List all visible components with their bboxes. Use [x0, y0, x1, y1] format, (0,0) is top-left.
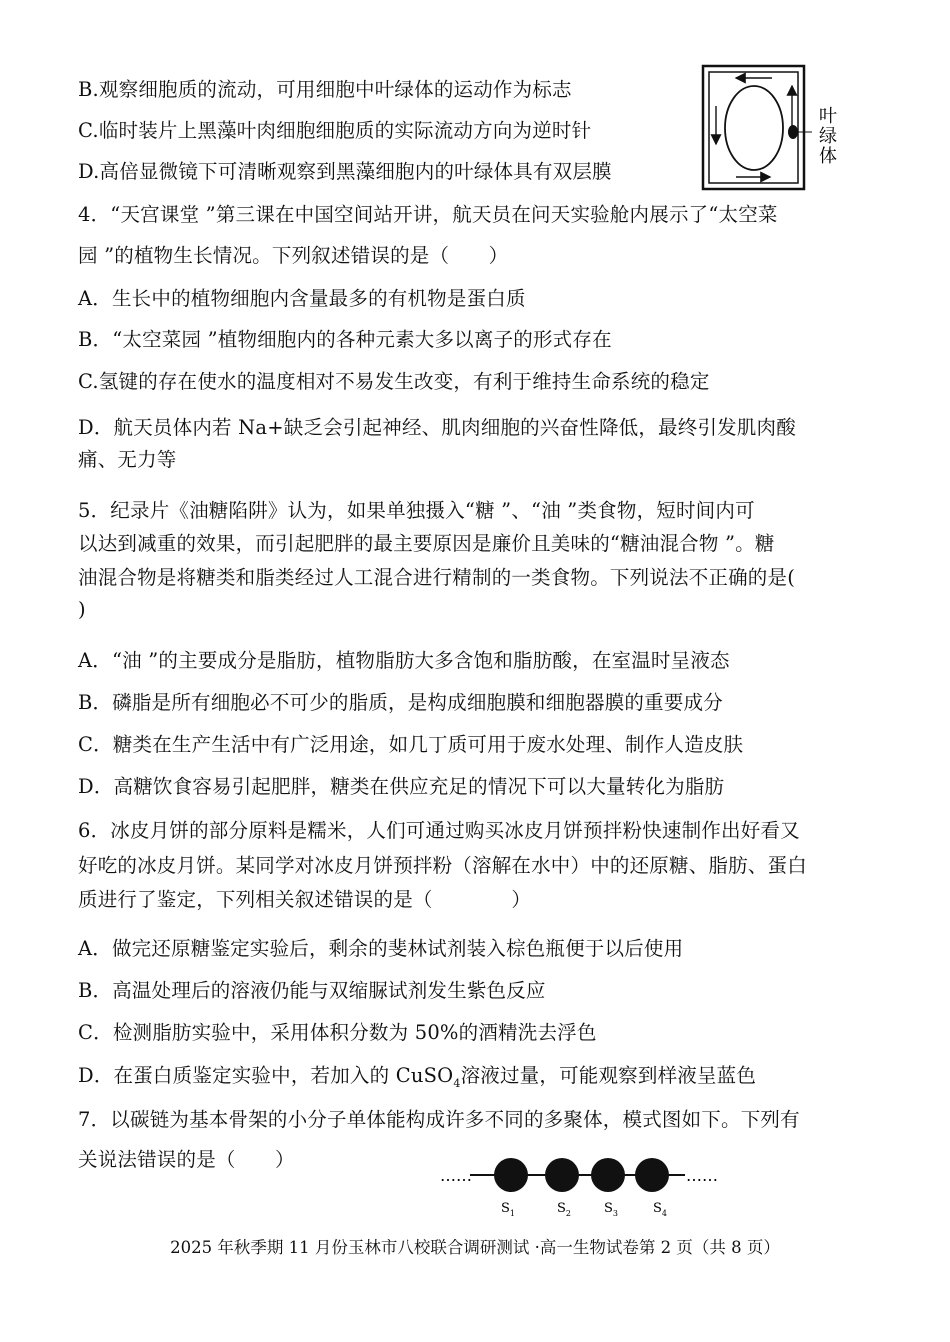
text-line: 以达到减重的效果，而引起肥胖的最主要原因是廉价且美味的“糖油混合物 ”。糖 — [78, 532, 775, 555]
text-line: A．做完还原糖鉴定实验后，剩余的斐林试剂装入棕色瓶便于以后使用 — [78, 937, 684, 960]
text-line: C．检测脂肪实验中，采用体积分数为 50%的酒精洗去浮色 — [78, 1021, 597, 1044]
text-line: 痛、无力等 — [78, 448, 177, 471]
text-line: C．糖类在生产生活中有广泛用途，如几丁质可用于废水处理、制作人造皮肤 — [78, 733, 744, 756]
text-line: 5．纪录片《油糖陷阱》认为，如果单独摄入“糖 ”、“油 ”类食物，短时间内可 — [78, 499, 755, 522]
text-line: D．航天员体内若 Na+缺乏会引起神经、肌肉细胞的兴奋性降低，最终引发肌肉酸 — [78, 416, 796, 439]
text-line: D.高倍显微镜下可清晰观察到黑藻细胞内的叶绿体具有双层膜 — [78, 160, 612, 183]
monomer-label-s2: $S_2$ — [557, 1201, 571, 1218]
chloroplast-label-1: 叶 — [819, 106, 837, 127]
vacuole — [725, 86, 783, 170]
text-line: 园 ”的植物生长情况。下列叙述错误的是（ ） — [78, 244, 509, 267]
chloroplast — [788, 125, 798, 139]
chloroplast-label-3: 体 — [819, 146, 837, 167]
q6-option-d-before: D．在蛋白质鉴定实验中，若加入的 CuSO — [78, 1064, 454, 1087]
monomer-s3 — [591, 1158, 625, 1192]
monomer-label-s4: $S_4$ — [653, 1201, 667, 1218]
monomer-s4 — [635, 1158, 669, 1192]
text-line: B．“太空菜园 ”植物细胞内的各种元素大多以离子的形式存在 — [78, 328, 612, 351]
text-line: A．生长中的植物细胞内含量最多的有机物是蛋白质 — [78, 287, 526, 310]
q6-option-d-after: 溶液过量，可能观察到样液呈蓝色 — [460, 1064, 757, 1087]
text-line: C.临时装片上黑藻叶肉细胞细胞质的实际流动方向为逆时针 — [78, 119, 592, 142]
text-line — [78, 1062, 756, 1098]
text-line: B．磷脂是所有细胞必不可少的脂质，是构成细胞膜和细胞器膜的重要成分 — [78, 691, 723, 714]
text-line: 好吃的冰皮月饼。某同学对冰皮月饼预拌粉（溶解在水中）中的还原糖、脂肪、蛋白 — [78, 854, 807, 877]
chain-dots-right: …… — [686, 1166, 718, 1185]
text-line: A．“油 ”的主要成分是脂肪，植物脂肪大多含饱和脂肪酸，在室温时呈液态 — [78, 649, 730, 672]
page-footer: 2025 年秋季期 11 月份玉林市八校联合调研测试 ·高一生物试卷第 2 页（共 8 页） — [170, 1238, 780, 1257]
text-line: 7．以碳链为基本骨架的小分子单体能构成许多不同的多聚体，模式图如下。下列有 — [78, 1108, 800, 1131]
text-line: 6．冰皮月饼的部分原料是糯米，人们可通过购买冰皮月饼预拌粉快速制作出好看又 — [78, 819, 800, 842]
chloroplast-label-2: 绿 — [819, 126, 837, 147]
monomer-chain-figure — [440, 1152, 725, 1224]
monomer-label-s1: $S_1$ — [501, 1201, 515, 1218]
monomer-s2 — [545, 1158, 579, 1192]
text-line: D．高糖饮食容易引起肥胖，糖类在供应充足的情况下可以大量转化为脂肪 — [78, 775, 725, 798]
monomer-label-s3: $S_3$ — [604, 1201, 618, 1218]
text-line: 关说法错误的是（ ） — [78, 1148, 295, 1171]
text-line: 油混合物是将糖类和脂类经过人工混合进行精制的一类食物。下列说法不正确的是( — [78, 566, 796, 589]
cytoplasm-flow-figure — [700, 64, 850, 192]
text-line: ) — [78, 598, 86, 621]
chain-dots-left: …… — [440, 1166, 472, 1185]
monomer-s1 — [494, 1158, 528, 1192]
text-line: B．高温处理后的溶液仍能与双缩脲试剂发生紫色反应 — [78, 979, 546, 1002]
text-line: B.观察细胞质的流动，可用细胞中叶绿体的运动作为标志 — [78, 78, 572, 101]
text-line: 4．“天宫课堂 ”第三课在中国空间站开讲，航天员在问天实验舱内展示了“太空菜 — [78, 203, 778, 226]
text-line: 质进行了鉴定，下列相关叙述错误的是（ ） — [78, 888, 532, 911]
text-line: C.氢键的存在使水的温度相对不易发生改变，有利于维持生命系统的稳定 — [78, 370, 710, 393]
subscript-4: 4 — [453, 1076, 461, 1090]
cell-wall-inner — [709, 72, 798, 183]
